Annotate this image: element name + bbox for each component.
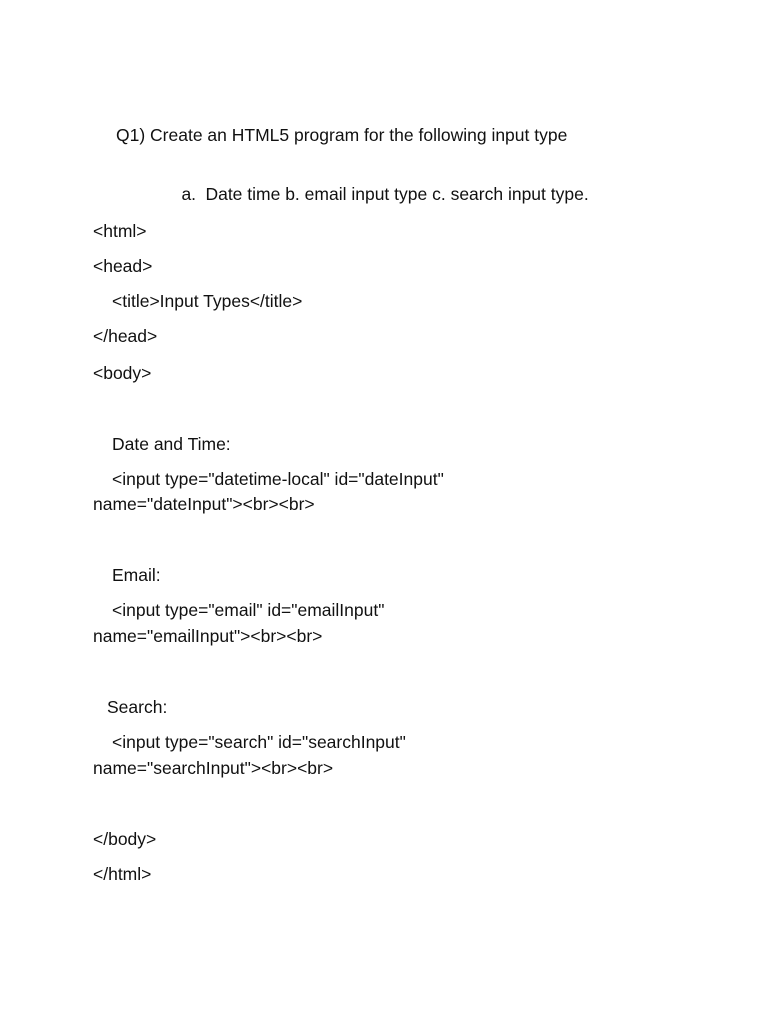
list-marker: a. <box>181 184 197 204</box>
code-search-input-line1: <input type="search" id="searchInput" <box>112 732 406 752</box>
code-date-label: Date and Time: <box>112 434 231 454</box>
code-head-open: <head> <box>93 256 153 276</box>
code-date-input-line2: name="dateInput"><br><br> <box>93 494 315 514</box>
code-search-input-line2: name="searchInput"><br><br> <box>93 758 334 778</box>
code-html-open: <html> <box>93 221 147 241</box>
code-email-input-line2: name="emailInput"><br><br> <box>93 626 323 646</box>
code-email-input-line1: <input type="email" id="emailInput" <box>112 600 385 620</box>
code-html-close: </html> <box>93 864 152 884</box>
code-date-input-line1: <input type="datetime-local" id="dateInput" <box>112 469 444 489</box>
code-search-label: Search: <box>107 697 168 717</box>
list-item-text: Date time b. email input type c. search input type. <box>205 184 589 204</box>
code-head-close: </head> <box>93 326 158 346</box>
code-body-close: </body> <box>93 829 157 849</box>
code-email-label: Email: <box>112 565 161 585</box>
question-list-item <box>162 158 589 230</box>
code-body-open: <body> <box>93 363 152 383</box>
question-heading: Q1) Create an HTML5 program for the following input type <box>116 125 568 145</box>
code-title-line: <title>Input Types</title> <box>112 291 303 311</box>
